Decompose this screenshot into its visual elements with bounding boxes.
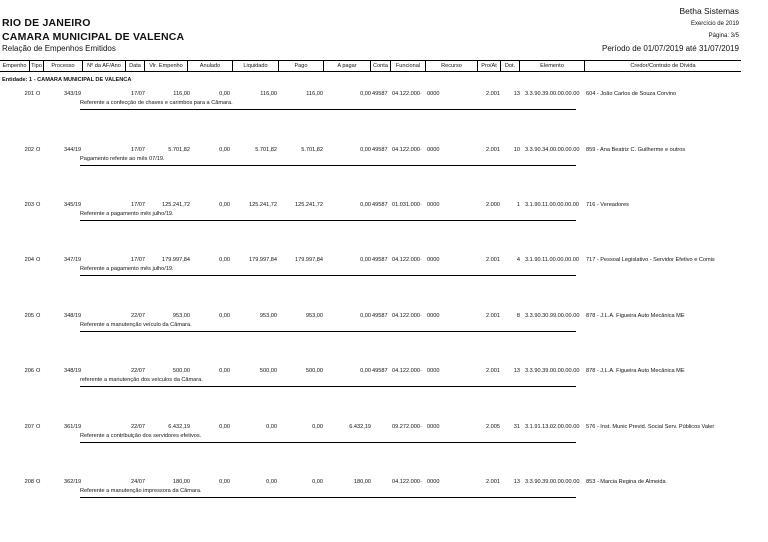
col-header-apagar: A pagar <box>324 61 371 71</box>
col-header-empenho: Empenho <box>0 61 30 71</box>
row-separator <box>80 220 576 221</box>
apagar-cell: 6.432,19 <box>349 424 371 430</box>
empenho-cell: 206 <box>24 368 34 374</box>
credor-cell: 576 - Inst. Munic Previd. Social Serv. Públicos Valer <box>586 424 715 430</box>
funcional-cell: 04.122.000· <box>392 257 422 263</box>
col-header-credor: Credor/Contrato de Dívida <box>630 63 696 69</box>
elemento-cell: 3.3.90.30.99.00.00.00 <box>525 313 580 319</box>
recurso-cell: 0000 <box>427 479 440 485</box>
row-separator <box>80 275 576 276</box>
data-cell: 22/07 <box>131 313 145 319</box>
elemento-cell: 3.1.90.11.00.00.00.00 <box>525 257 580 263</box>
empenho-cell: 208 <box>24 479 34 485</box>
pago-cell: 0,00 <box>312 424 323 430</box>
table-row <box>0 256 741 276</box>
pago-cell: 116,00 <box>306 91 323 97</box>
row-separator <box>80 386 576 387</box>
system-name: Betha Sistemas <box>679 6 739 16</box>
processo-cell: 343/19 <box>64 91 82 97</box>
funcional-cell: 09.272.000· <box>392 424 422 430</box>
data-cell: 17/07 <box>131 257 145 263</box>
recurso-cell: 0000 <box>427 257 440 263</box>
credor-cell: 878 - J.L.A. Figueira Auto Mecânica ME <box>586 368 685 374</box>
apagar-cell: 0,00 <box>360 368 371 374</box>
description-text: Referente a pagamento mês julho/19. <box>80 266 174 272</box>
recurso-cell: 0000 <box>427 313 440 319</box>
dot-cell: 10 <box>513 147 520 153</box>
funcional-cell: 04.122.000· <box>392 91 422 97</box>
credor-cell: 716 - Vereadores <box>586 202 629 208</box>
valor-cell: 500,00 <box>172 368 190 374</box>
tipo-cell: O <box>36 91 41 97</box>
recurso-cell: 0000 <box>427 368 440 374</box>
conta-cell: 49587 <box>372 202 388 208</box>
period-label: Período de 01/07/2019 até 31/07/2019 <box>601 44 739 53</box>
valor-cell: 953,00 <box>172 313 190 319</box>
liquidado-cell: 125.241,72 <box>249 202 277 208</box>
funcional-cell: 04.122.000· <box>392 147 422 153</box>
col-header-data: Data <box>126 61 145 71</box>
apagar-cell: 0,00 <box>360 91 371 97</box>
processo-cell: 347/19 <box>64 257 82 263</box>
tipo-cell: O <box>36 424 41 430</box>
recurso-cell: 0000 <box>427 91 440 97</box>
elemento-cell: 3.1.91.13.02.00.00.00 <box>525 424 580 430</box>
dot-cell: 13 <box>513 368 520 374</box>
col-header-funcional: Funcional <box>391 61 426 71</box>
col-header-af-ano: Nº da AF/Ano <box>83 61 126 71</box>
data-cell: 22/07 <box>131 424 145 430</box>
processo-cell: 348/19 <box>64 313 82 319</box>
recurso-cell: 0000 <box>427 424 440 430</box>
data-cell: 17/07 <box>131 202 145 208</box>
conta-cell: 49587 <box>372 368 388 374</box>
description-text: Referente a confecção de chaves e carimbos para a Câmara. <box>80 100 233 106</box>
empenho-cell: 201 <box>24 91 34 97</box>
table-row <box>0 367 741 387</box>
col-header-proat: Pro/At <box>478 61 501 71</box>
exercise-label: Exercício de 2019 <box>690 21 739 27</box>
col-header-processo: Processo <box>44 61 83 71</box>
col-header-anulado: Anulado <box>188 61 233 71</box>
col-header-recurso: Recurso <box>426 61 478 71</box>
processo-cell: 345/19 <box>64 202 82 208</box>
dot-cell: 8 <box>516 313 520 319</box>
valor-cell: 5.701,82 <box>168 147 190 153</box>
col-header-pago: Pago <box>279 61 324 71</box>
col-header-dot: Dot. <box>501 61 520 71</box>
anulado-cell: 0,00 <box>219 479 230 485</box>
pago-cell: 179.997,84 <box>295 257 323 263</box>
processo-cell: 362/19 <box>64 479 82 485</box>
valor-cell: 179.997,84 <box>162 257 190 263</box>
credor-cell: 859 - Ana Beatriz C. Guilherme e outros <box>586 147 686 153</box>
report-title: Relação de Empenhos Emitidos <box>2 44 116 53</box>
empenho-cell: 205 <box>24 313 34 319</box>
proat-cell: 2.001 <box>486 479 500 485</box>
table-row <box>0 312 741 332</box>
liquidado-cell: 0,00 <box>266 424 277 430</box>
tipo-cell: O <box>36 368 41 374</box>
valor-cell: 116,00 <box>173 91 190 97</box>
valor-cell: 125.241,72 <box>162 202 190 208</box>
col-header-elemento: Elemento <box>520 61 585 71</box>
conta-cell: 49587 <box>372 313 388 319</box>
apagar-cell: 0,00 <box>360 147 371 153</box>
liquidado-cell: 500,00 <box>259 368 277 374</box>
col-header-tipo: Tipo <box>30 61 44 71</box>
row-separator <box>80 497 576 498</box>
col-header-valor: Vlr. Empenho <box>145 61 188 71</box>
apagar-cell: 180,00 <box>353 479 371 485</box>
funcional-cell: 01.031.000· <box>392 202 422 208</box>
proat-cell: 2.001 <box>486 91 500 97</box>
processo-cell: 348/19 <box>64 368 82 374</box>
row-separator <box>80 165 576 166</box>
recurso-cell: 0000 <box>427 202 440 208</box>
conta-cell: 49587 <box>372 91 388 97</box>
dot-cell: 1 <box>516 202 520 208</box>
proat-cell: 2.001 <box>486 257 500 263</box>
data-cell: 22/07 <box>131 368 145 374</box>
table-row <box>0 201 741 221</box>
tipo-cell: O <box>36 202 41 208</box>
valor-cell: 180,00 <box>172 479 190 485</box>
funcional-cell: 04.122.000· <box>392 313 422 319</box>
description-text: Pagamento refente ao mês 07/19. <box>80 156 165 162</box>
tipo-cell: O <box>36 147 41 153</box>
anulado-cell: 0,00 <box>219 313 230 319</box>
anulado-cell: 0,00 <box>219 91 230 97</box>
pago-cell: 953,00 <box>305 313 323 319</box>
empenho-cell: 207 <box>24 424 34 430</box>
empenho-cell: 204 <box>24 257 34 263</box>
elemento-cell: 3.1.90.11.00.00.00.00 <box>525 202 580 208</box>
proat-cell: 2.001 <box>486 147 500 153</box>
processo-cell: 344/19 <box>64 147 82 153</box>
table-row <box>0 423 741 443</box>
column-header-bar <box>0 60 741 72</box>
funcional-cell: 04.122.000· <box>392 368 422 374</box>
proat-cell: 2.000 <box>486 202 500 208</box>
liquidado-cell: 5.701,82 <box>255 147 277 153</box>
row-separator <box>80 331 576 332</box>
anulado-cell: 0,00 <box>219 202 230 208</box>
description-text: Referente a manutenção impressora da Câmara. <box>80 488 202 494</box>
pago-cell: 5.701,82 <box>301 147 323 153</box>
data-cell: 17/07 <box>131 91 145 97</box>
col-header-conta: Conta <box>371 61 391 71</box>
data-cell: 24/07 <box>131 479 145 485</box>
proat-cell: 2.001 <box>486 313 500 319</box>
description-text: Referente a contribuição dos servidores efetivos. <box>80 433 202 439</box>
conta-cell: 49587 <box>372 147 388 153</box>
entity-group-label: Entidade: 1 - CAMARA MUNICIPAL DE VALENCA <box>2 77 132 83</box>
credor-cell: 717 - Pessoal Legislativo - Servidor Efetivo e Comis <box>586 257 715 263</box>
funcional-cell: 04.122.000· <box>392 479 422 485</box>
tipo-cell: O <box>36 313 41 319</box>
elemento-cell: 3.3.90.39.00.00.00.00 <box>525 91 580 97</box>
description-text: referente a manutenção dos veículos da Câmara. <box>80 377 203 383</box>
proat-cell: 2.005 <box>486 424 500 430</box>
credor-cell: 853 - Marcia Regina de Almeida <box>586 479 666 485</box>
liquidado-cell: 953,00 <box>259 313 277 319</box>
proat-cell: 2.001 <box>486 368 500 374</box>
credor-cell: 878 - J.L.A. Figueira Auto Mecânica ME <box>586 313 685 319</box>
row-separator <box>80 109 576 110</box>
dot-cell: 4 <box>516 257 520 263</box>
anulado-cell: 0,00 <box>219 368 230 374</box>
pago-cell: 0,00 <box>312 479 323 485</box>
pago-cell: 500,00 <box>305 368 323 374</box>
entity-title: CAMARA MUNICIPAL DE VALENCA <box>2 31 185 43</box>
empenho-cell: 203 <box>24 202 34 208</box>
dot-cell: 31 <box>513 424 520 430</box>
description-text: Referente a pagamento mês julho/19. <box>80 211 174 217</box>
elemento-cell: 3.3.90.34.00.00.00.00 <box>525 147 580 153</box>
liquidado-cell: 116,00 <box>260 91 277 97</box>
dot-cell: 13 <box>513 479 520 485</box>
data-cell: 17/07 <box>131 147 145 153</box>
row-separator <box>80 442 576 443</box>
empenho-cell: 202 <box>24 147 34 153</box>
dot-cell: 13 <box>513 91 520 97</box>
tipo-cell: O <box>36 479 41 485</box>
description-text: Referente a manutenção veículo da Câmara. <box>80 322 192 328</box>
recurso-cell: 0000 <box>427 147 440 153</box>
credor-cell: 604 - João Carlos de Souza Corvino <box>586 91 677 97</box>
table-row <box>0 90 741 110</box>
apagar-cell: 0,00 <box>360 313 371 319</box>
apagar-cell: 0,00 <box>360 257 371 263</box>
anulado-cell: 0,00 <box>219 257 230 263</box>
anulado-cell: 0,00 <box>219 424 230 430</box>
elemento-cell: 3.3.90.39.00.00.00.00 <box>525 368 580 374</box>
pago-cell: 125.241,72 <box>295 202 323 208</box>
apagar-cell: 0,00 <box>360 202 371 208</box>
elemento-cell: 3.3.90.39.00.00.00.00 <box>525 479 580 485</box>
anulado-cell: 0,00 <box>219 147 230 153</box>
liquidado-cell: 179.997,84 <box>249 257 277 263</box>
tipo-cell: O <box>36 257 41 263</box>
processo-cell: 361/19 <box>64 424 82 430</box>
conta-cell: 49587 <box>372 257 388 263</box>
table-row <box>0 478 741 498</box>
valor-cell: 6.432,19 <box>168 424 190 430</box>
city-title: RIO DE JANEIRO <box>2 17 91 29</box>
page-number: Página: 3/5 <box>708 33 739 39</box>
liquidado-cell: 0,00 <box>266 479 277 485</box>
col-header-liquidado: Liquidado <box>233 61 279 71</box>
table-row <box>0 146 741 166</box>
